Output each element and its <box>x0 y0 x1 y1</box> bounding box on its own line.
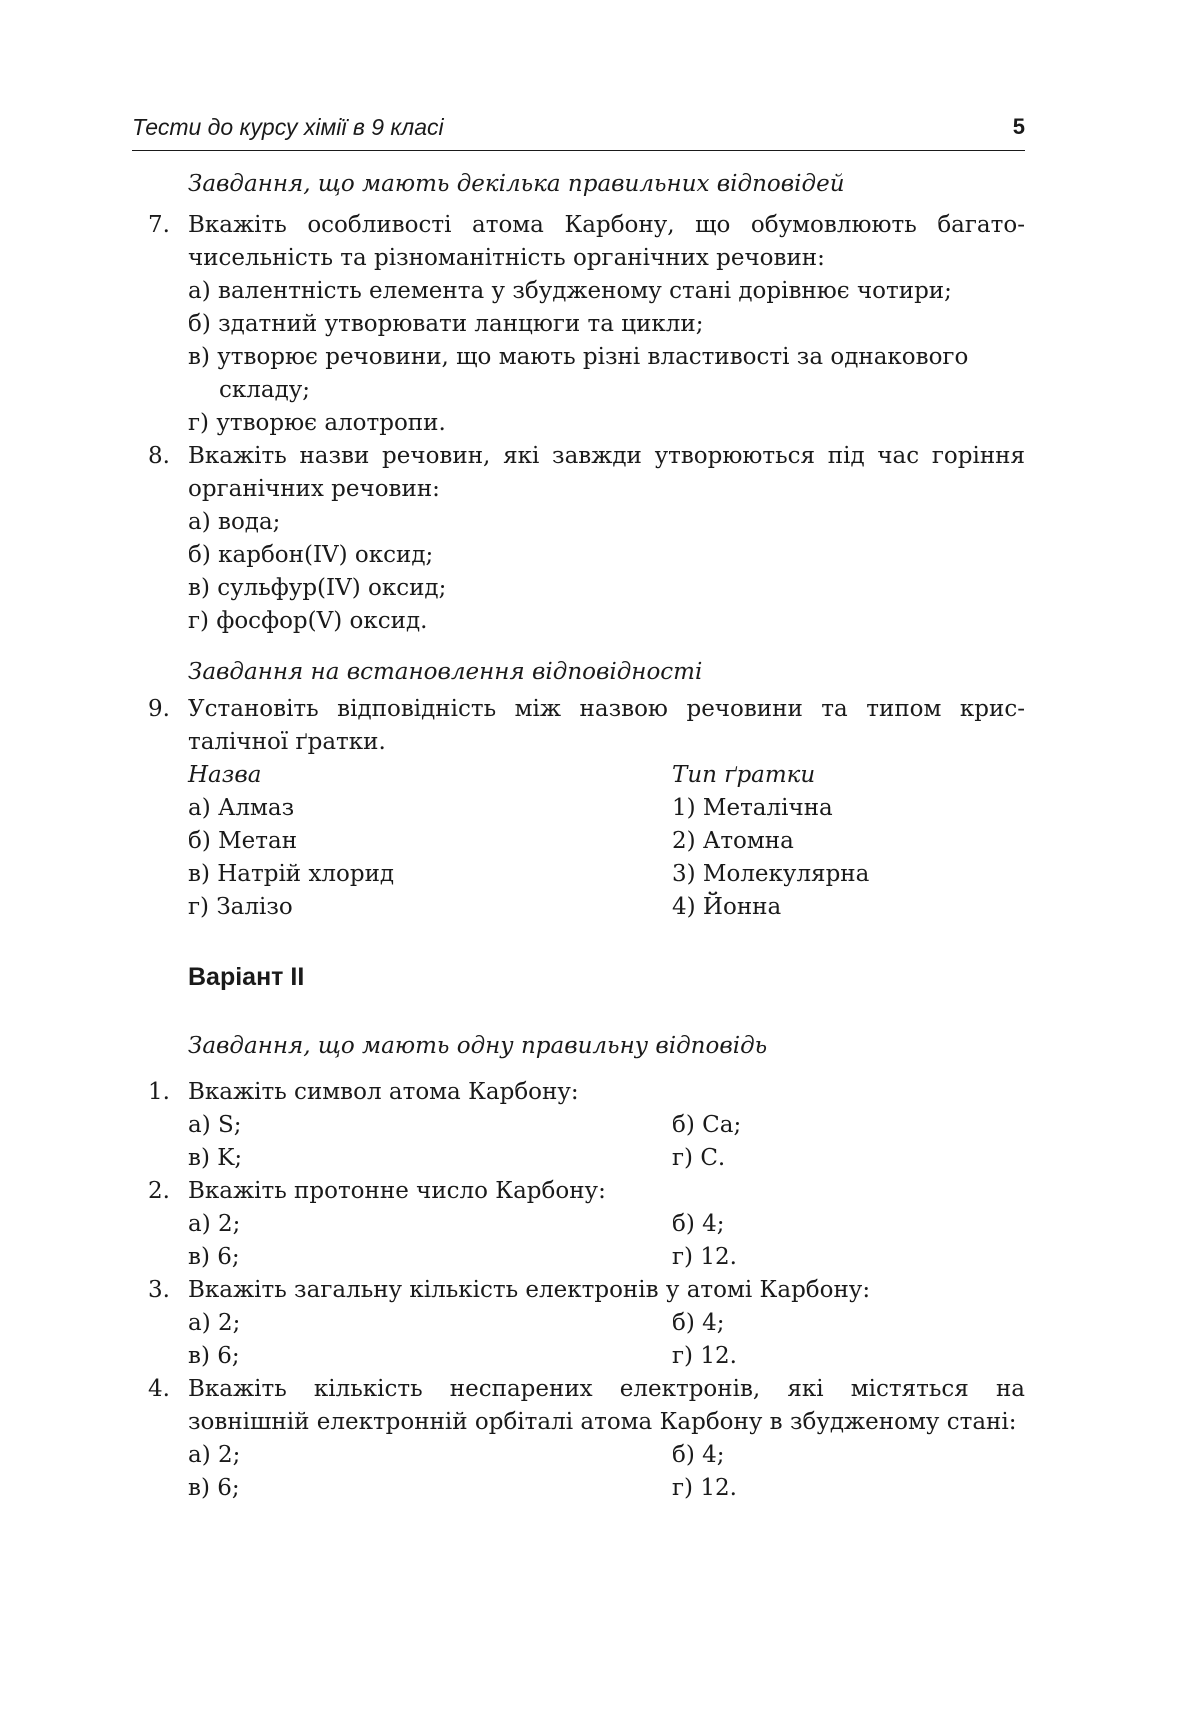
question-text: Вкажіть символ атома Карбону: <box>188 1079 579 1105</box>
question-number: 4. <box>148 1376 170 1402</box>
answer-option: а) 2; <box>188 1442 241 1468</box>
matching-row <box>132 792 1025 825</box>
answer-option: г) 12. <box>672 1343 737 1369</box>
answer-option: б) здатний утворювати ланцюги та цикли; <box>188 311 704 337</box>
matching-header-row <box>132 759 1025 792</box>
answer-row <box>132 1472 1025 1505</box>
page-content <box>132 168 1025 1505</box>
question-text: Вкажіть кількість неспарених електронів, які містяться на зовнішній електронній орбіталі атома Карбону в збудженому стані: <box>188 1376 1025 1435</box>
question-number: 1. <box>148 1079 170 1105</box>
question-text: Вкажіть загальну кількість електронів у атомі Карбону: <box>188 1277 871 1303</box>
variant2-question-3 <box>132 1274 1025 1307</box>
matching-lattice-type: 1) Металічна <box>672 795 833 821</box>
question-number: 8. <box>148 443 170 469</box>
matching-substance: в) Натрій хлорид <box>188 861 395 887</box>
header-title: Тести до курсу хімії в 9 класі <box>132 114 444 140</box>
answer-row <box>132 1340 1025 1373</box>
matching-substance: а) Алмаз <box>188 795 295 821</box>
answer-option: а) вода; <box>188 509 281 535</box>
answer-row <box>132 1208 1025 1241</box>
answer-option: г) утворює алотропи. <box>188 410 446 436</box>
answer-option: а) 2; <box>188 1310 241 1336</box>
answer-option: а) 2; <box>188 1211 241 1237</box>
answer-option: б) Са; <box>672 1112 742 1138</box>
matching-row <box>132 825 1025 858</box>
variant2-question-4 <box>132 1373 1025 1439</box>
answer-option: б) 4; <box>672 1211 725 1237</box>
page-header <box>132 112 1025 151</box>
section-title-multiple-answers: Завдання, що мають декілька правильних відповідей <box>188 171 845 197</box>
answer-option: а) валентність елемента у збудженому стані дорівнює чотири; <box>188 278 952 304</box>
answer-option: в) сульфур(IV) оксид; <box>188 575 447 601</box>
variant-title: Варіант II <box>188 963 305 991</box>
section-title-single-answer: Завдання, що мають одну правильну відповідь <box>188 1033 768 1059</box>
variant2-question-2 <box>132 1175 1025 1208</box>
answer-row <box>132 1241 1025 1274</box>
matching-column-header-type: Тип ґратки <box>672 762 816 788</box>
answer-option: в) 6; <box>188 1475 240 1501</box>
question-number: 3. <box>148 1277 170 1303</box>
matching-column-header-name: Назва <box>188 762 262 788</box>
answer-row <box>132 1109 1025 1142</box>
answer-row <box>132 1307 1025 1340</box>
question-text: Установіть відповідність між назвою речовини та типом кристалічної ґратки. <box>188 696 1025 755</box>
question-7 <box>132 209 1025 275</box>
matching-lattice-type: 2) Атомна <box>672 828 794 854</box>
page-number: 5 <box>1012 114 1025 139</box>
matching-lattice-type: 3) Молекулярна <box>672 861 870 887</box>
matching-lattice-type: 4) Йонна <box>672 894 782 920</box>
question-9 <box>132 693 1025 759</box>
matching-row <box>132 858 1025 891</box>
matching-substance: б) Метан <box>188 828 298 854</box>
matching-row <box>132 891 1025 924</box>
answer-option: а) S; <box>188 1112 242 1138</box>
answer-option: в) K; <box>188 1145 243 1171</box>
question-number: 7. <box>148 212 170 238</box>
answer-option: г) 12. <box>672 1475 737 1501</box>
question-number: 2. <box>148 1178 170 1204</box>
answer-option: в) 6; <box>188 1244 240 1270</box>
answer-option: в) утворює речовини, що мають різні властивості за однакового складу; <box>188 344 969 403</box>
answer-option: б) карбон(IV) оксид; <box>188 542 434 568</box>
answer-option: г) 12. <box>672 1244 737 1270</box>
question-text: Вкажіть особливості атома Карбону, що обумовлюють багаточисельність та різноманітність органічних речовин: <box>188 212 1025 271</box>
variant2-question-1 <box>132 1076 1025 1109</box>
section-title-matching: Завдання на встановлення відповідності <box>188 659 703 685</box>
question-8 <box>132 440 1025 506</box>
answer-option: б) 4; <box>672 1442 725 1468</box>
answer-option: г) С. <box>672 1145 726 1171</box>
answer-option: г) фосфор(V) оксид. <box>188 608 428 634</box>
question-text: Вкажіть назви речовин, які завжди утворюються під час горіння органічних речовин: <box>188 443 1025 502</box>
matching-substance: г) Залізо <box>188 894 293 920</box>
question-text: Вкажіть протонне число Карбону: <box>188 1178 606 1204</box>
answer-option: в) 6; <box>188 1343 240 1369</box>
answer-row <box>132 1439 1025 1472</box>
question-number: 9. <box>148 696 170 722</box>
answer-option: б) 4; <box>672 1310 725 1336</box>
answer-row <box>132 1142 1025 1175</box>
